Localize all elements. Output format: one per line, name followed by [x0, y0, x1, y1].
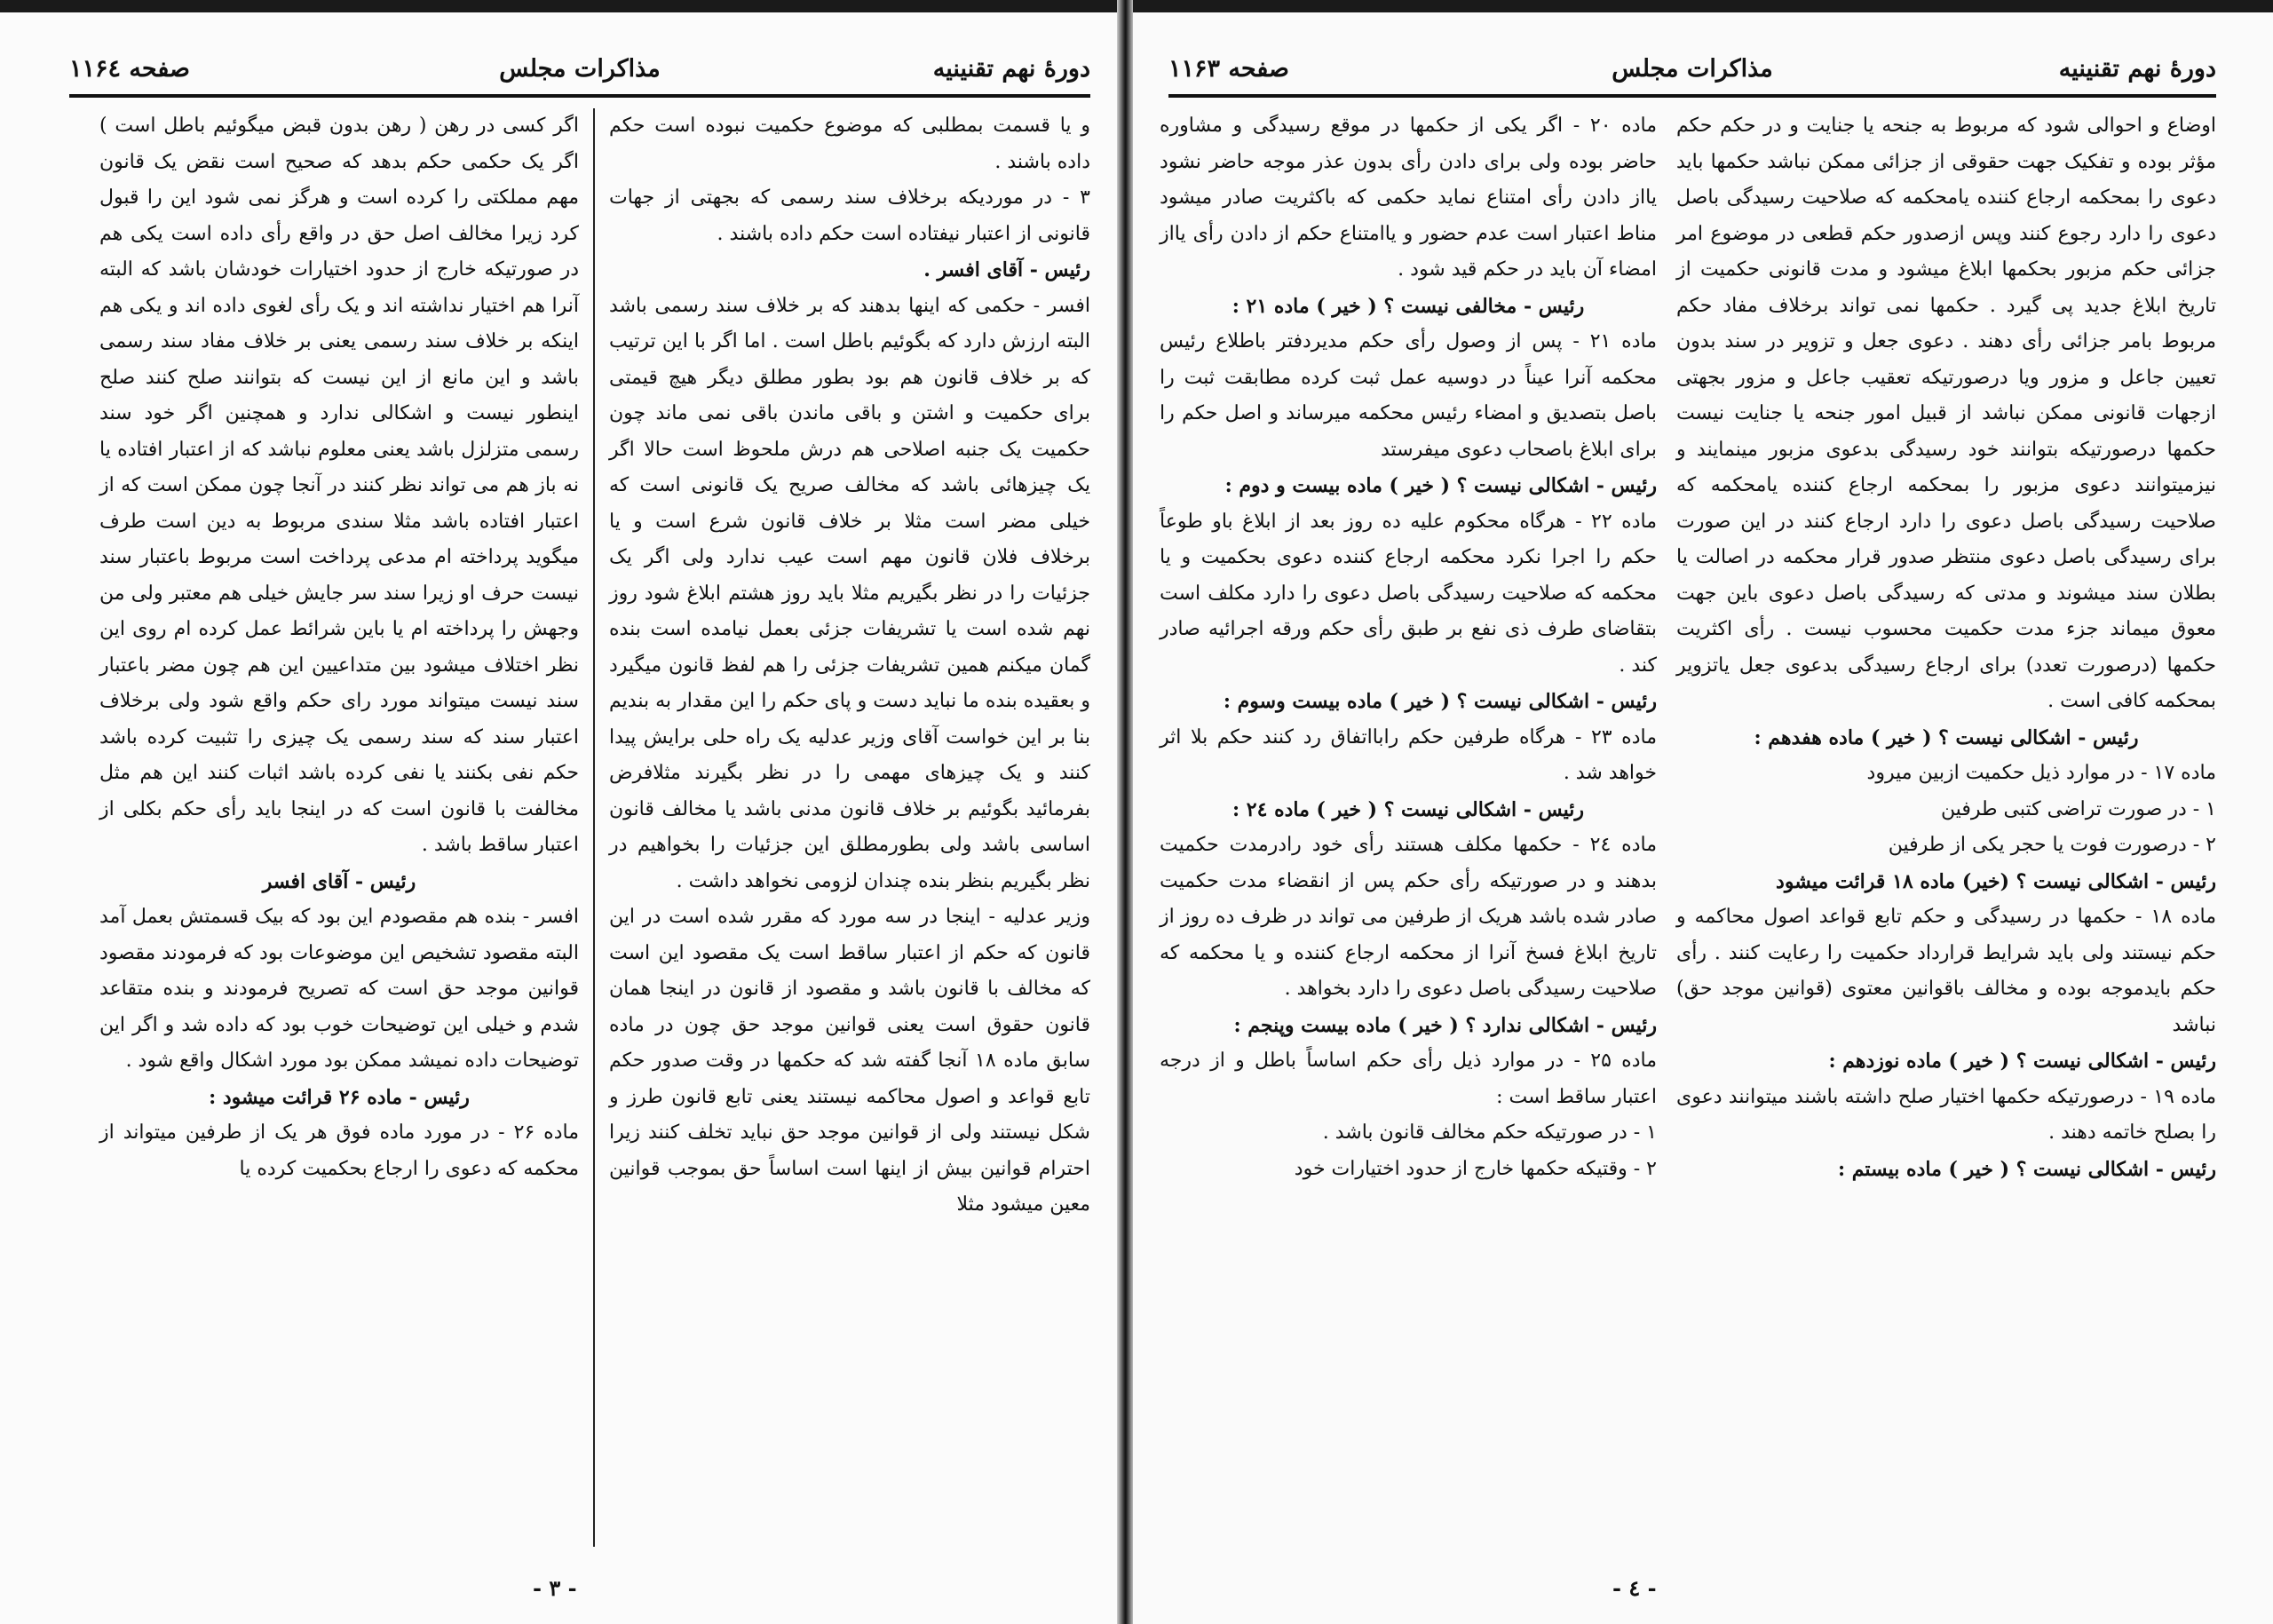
page-header: [69, 50, 1090, 98]
speaker-line: رئیس - اشکالی نیست ؟ ( خیر ) ماده بیستم :: [1837, 1157, 2216, 1181]
left-page: [0, 12, 1117, 1624]
paragraph: ماده ۱۹ - درصورتیکه حکمها اختیار صلح داشته باشند میتوانند دعوی را بصلح خاتمه دهند .: [1676, 1085, 2216, 1144]
speaker-line: رئیس - اشکالی نیست ؟ ( خیر ) ماده بیست و دوم :: [1224, 474, 1657, 497]
paragraph: افسر - بنده هم مقصودم این بود که بیک قسمتش بعمل آمد البته مقصود تشخیص این موضوعات بود که فرمودند مقصود قوانین موجد حق است که تصریح فرمودند و بنده متقاعد شدم و خیلی این توضیحات خوب بود که داده شد و اگر این توضیحات داده نمیشد ممکن بود مورد اشکال واقع شود .: [99, 906, 579, 1072]
paragraph: اوضاع و احوالی شود که مربوط به جنحه یا جنایت و در حکم حکم مؤثر بوده و تفکیک جهت حقوقی از جزائی ممکن نباشد حکمها باید دعوی را بمحکمه ارجاع کننده یامحکمه که صلاحیت رسیدگی باصل دعوی را دارد رجوع کنند وپس ازصدور حکم قطعی در موضوع امر جزائی حکم مزبور بحکمها ابلاغ میشود و مدت قانونی حکمیت از تاریخ ابلاغ جدید پی گیرد . حکمها نمی تواند برخلاف مفاد حکم مربوط بامر جزائی رأی دهند . دعوی جعل و تزویر در سند بدون تعیین جاعل و مزور ویا درصورتیکه تعقیب جاعل و مزور بجهتی ازجهات قانونی ممکن نباشد از قبیل امور جنحه یا جنایت نیست حکمها درصورتیکه بتوانند خود رسیدگی بدعوی مزبور مینمایند و نیزمیتوانند دعوی مزبور را بمحکمه ارجاع کننده یامحکمه که صلاحیت رسیدگی باصل دعوی را دارد ارجاع کنند در این صورت برای رسیدگی باصل دعوی منتظر صدور قرار محکمه در اصالت یا بطلان سند میشوند و مدتی که رسیدگی باصل دعوی باین جهت معوق میماند جزء مدت حکمیت محسوب نیست . رأی اکثریت حکمها (درصورت تعدد) برای ارجاع رسیدگی بدعوی جعل یاتزویر بمحکمه کافی است .: [1676, 115, 2216, 712]
paragraph: ماده ۲۲ - هرگاه محکوم علیه ده روز بعد از ابلاغ باو طوعاً حکم را اجرا نکرد محکمه ارجاع کننده دعوی بحکمیت و یا محکمه که صلاحیت رسیدگی باصل دعوی را دارد مکلف است بتقاضای طرف ذی نفع بر طبق رأی حکم ورقه اجرائیه صادر کند .: [1160, 510, 1657, 677]
paragraph: و یا قسمت بمطلبی که موضوع حکمیت نبوده است حکم داده باشند .: [609, 115, 1090, 173]
paragraph: ۱ - در صورت تراضی کتبی طرفین: [1940, 797, 2216, 820]
paragraph: ۲ - درصورت فوت یا حجر یکی از طرفین: [1888, 834, 2216, 856]
paragraph: وزیر عدلیه - اینجا در سه مورد که مقرر شده است در این قانون که حکم از اعتبار ساقط است یک مقصود این است که مخالف با قانون باشد و مقصود از قانون در اینجا همان قانون حقوق است یعنی قوانین موجد حق چون در ماده سابق ماده ۱۸ آنجا گفته شد که حکمها در وقت صدور حکم تابع قواعد و اصول محاکمه نیستند یعنی تابع قانون طرز و شکل نیستند ولی از قوانین موجد حق نباید تخلف کنند زیرا احترام قوانین بیش از اینها است اساساً حق بموجب قوانین معین میشود مثلا: [609, 906, 1090, 1216]
text-column-left: [99, 108, 579, 1187]
page-top-edge: [1133, 0, 2273, 12]
speaker-line: رئیس - اشکالی نیست ؟ ( خیر ) ماده هفدهم :: [1754, 725, 2139, 749]
paragraph: ماده ۲۰ - اگر یکی از حکمها در موقع رسیدگی و مشاوره حاضر بوده ولی برای دادن رأی بدون عذر موجه حاضر نشود یااز دادن رأی امتناع نماید حکمی که باکثریت صادر میشود مناط اعتبار است عدم حضور و یاامتناع حکم از دادن رأی یااز امضاء آن باید در حکم قید شود .: [1160, 115, 1657, 281]
session-label: دورهٔ نهم تقنینیه: [932, 55, 1090, 83]
paragraph: ماده ۲٤ - حکمها مکلف هستند رأی خود رادرمدت حکمیت بدهند و در صورتیکه رأی حکم پس از انقضاء مدت حکمیت صادر شده باشد هریک از طرفین می تواند در ظرف ده روز از تاریخ ابلاغ فسخ آنرا از محکمه ارجاع کننده و یا محکمه که صلاحیت رسیدگی باصل دعوی را دارد بخواهد .: [1160, 834, 1657, 1000]
speaker-line: رئیس - اشکالی ندارد ؟ ( خیر ) ماده بیست وپنجم :: [1233, 1013, 1657, 1037]
page-header: [1168, 50, 2216, 98]
paragraph: ۲ - وقتیکه حکمها خارج از حدود اختیارات خود: [1294, 1157, 1657, 1180]
text-column-right: [1676, 108, 2216, 1187]
speaker-line: رئیس - آقای افسر: [262, 869, 416, 893]
paragraph: ماده ۲۶ - در مورد ماده فوق هر یک از طرفین میتواند از محکمه که دعوی را ارجاع بحکمیت کرده یا: [99, 1121, 579, 1180]
book-spine: [1117, 0, 1133, 1624]
session-label: دورهٔ نهم تقنینیه: [2058, 55, 2216, 83]
speaker-line: رئیس - اشکالی نیست ؟ (خیر) ماده ۱۸ قرائت میشود: [1776, 869, 2216, 893]
text-column-left: [1160, 108, 1657, 1187]
header-rule: [1168, 94, 2216, 98]
page-number-label: صفحه ۱۱۶٤: [69, 55, 190, 83]
paragraph: ۱ - در صورتیکه حکم مخالف قانون باشد .: [1322, 1121, 1657, 1144]
paragraph: ماده ۱۸ - حکمها در رسیدگی و حکم تابع قواعد اصول محاکمه و حکم نیستند ولی باید شرایط قرارداد حکمیت را رعایت کنند . رأی حکم بایدموجه بوده و مخالف باقوانین معتوی (قوانین موجد حق) نباشد: [1676, 906, 2216, 1036]
page-top-edge: [0, 0, 1117, 12]
speaker-line: رئیس - ماده ۲۶ قرائت میشود :: [209, 1085, 470, 1109]
right-page: [1133, 12, 2273, 1624]
page-footer-number: - ٤ -: [1612, 1575, 1657, 1601]
speaker-line: رئیس - اشکالی نیست ؟ ( خیر ) ماده ۲٤ :: [1232, 797, 1585, 821]
paragraph: افسر - حکمی که اینها بدهند که بر خلاف سند رسمی باشد البته ارزش دارد که بگوئیم باطل است . اما اگر با این ترتیب که بر خلاف قانون هم بود بطور مطلق دیگر هیچ قیمتی برای حکمیت و اشتن و باقی ماندن باقی نمی ماند چون حکمیت یک جنبه اصلاحی هم درش ملحوظ است حالا اگر یک چیزهائی باشد که مخالف صریح یک قانونی است که خیلی مضر است مثلا بر خلاف قانون شرع است و یا برخلاف فلان قانون مهم است عیب ندارد ولی اگر یک جزئیات را در نظر بگیریم مثلا باید روز هشتم ابلاغ شود روز نهم شده است یا تشریفات جزئی بعمل نیامده است بنده گمان میکنم همین تشریفات جزئی را هم لفظ قانون میگیرد و بعقیده بنده ما نباید دست و پای حکم را این مقدار به بندیم بنا بر این خواست آقای وزیر عدلیه یک راه حلی برایش پیدا کنند و یک چیزهای مهمی را در نظر بگیرند مثلافرض بفرمائید بگوئیم بر خلاف قانون مدنی باشد یا مخالف قانون اساسی باشد ولی بطورمطلق این جزئیات را بخواهیم در نظر بگیریم بنظر بنده چندان لزومی نخواهد داشت .: [609, 294, 1090, 892]
page-number-label: صفحه ۱۱۶۳: [1168, 55, 1289, 83]
speaker-line: رئیس - آقای افسر .: [923, 258, 1090, 281]
paragraph: ماده ۲۳ - هرگاه طرفین حکم رابااتفاق رد کنند حکم بلا اثر خواهد شد .: [1160, 725, 1657, 784]
paragraph: اگر کسی در رهن ( رهن بدون قبض میگوئیم باطل است ) اگر یک حکمی حکم بدهد که صحیح است نقض یک قانون مهم مملکتی را کرده است و هرگز نمی شود این را قبول کرد زیرا مخالف اصل حق در واقع رأی داده است یکی هم در صورتیکه خارج از حدود اختیارات خودشان باشد که البته آنرا هم اختیار نداشته اند و یک رأی لغوی داده اند و یکی هم اینکه بر خلاف سند رسمی یعنی بر خلاف مفاد سند رسمی باشد و این مانع از این نیست که بتوانند صلح کنند صلح اینطور نیست و اشکالی ندارد و همچنین اگر خود سند رسمی متزلزل باشد یعنی معلوم نباشد که از اعتبار افتاده یا نه باز هم می تواند نظر کنند در آنجا چون ممکن است که از اعتبار افتاده باشد مثلا سندی مربوط به دین است طرف میگوید پرداخته ام مدعی پرداخت است مربوط باعتبار سند نیست حرف او زیرا سند سر جایش خیلی هم معتبر ولی من وجهش را پرداخته ام یا باین شرائط عمل کرده ام روی این نظر اختلاف میشود بین متداعیین این هم چون مضر باعتبار سند نیست میتواند مورد رای حکم واقع شود ولی برخلاف اعتبار سند که سند رسمی یک چیزی را تثبیت کرده باشد حکم نفی بکنند یا نفی کرده باشد اثبات کنند این هم مثل مخالفت با قانون است که در اینجا باید رأی حکم بکلی از اعتبار ساقط باشد .: [99, 115, 579, 856]
paragraph: ماده ۲۱ - پس از وصول رأی حکم مدیردفتر باطلاع رئیس محکمه آنرا عیناً در دوسیه عمل ثبت کرده مطابقت ثبت را باصل بتصدیق و امضاء رئیس محکمه میرساند و اصل حکم را برای ابلاغ باصحاب دعوی میفرستد: [1160, 330, 1657, 461]
column-divider: [593, 108, 595, 1547]
header-rule: [69, 94, 1090, 98]
paragraph: ۳ - در موردیکه برخلاف سند رسمی که بجهتی از جهات قانونی از اعتبار نیفتاده است حکم داده باشند .: [609, 186, 1090, 245]
speaker-line: رئیس - اشکالی نیست ؟ ( خیر ) ماده بیست وسوم :: [1223, 690, 1657, 713]
speaker-line: رئیس - مخالفی نیست ؟ ( خیر ) ماده ۲۱ :: [1232, 294, 1585, 318]
speaker-line: رئیس - اشکالی نیست ؟ ( خیر ) ماده نوزدهم :: [1828, 1050, 2216, 1073]
paragraph: ماده ۲۵ - در موارد ذیل رأی حکم اساساً باطل و از درجه اعتبار ساقط است :: [1160, 1050, 1657, 1108]
header-title: مذاکرات مجلس: [499, 55, 661, 83]
text-column-right: [609, 108, 1090, 1224]
page-footer-number: - ۳ -: [533, 1575, 577, 1601]
paragraph: ماده ۱۷ - در موارد ذیل حکمیت ازبین میرود: [1866, 762, 2216, 784]
header-title: مذاکرات مجلس: [1612, 55, 1773, 83]
